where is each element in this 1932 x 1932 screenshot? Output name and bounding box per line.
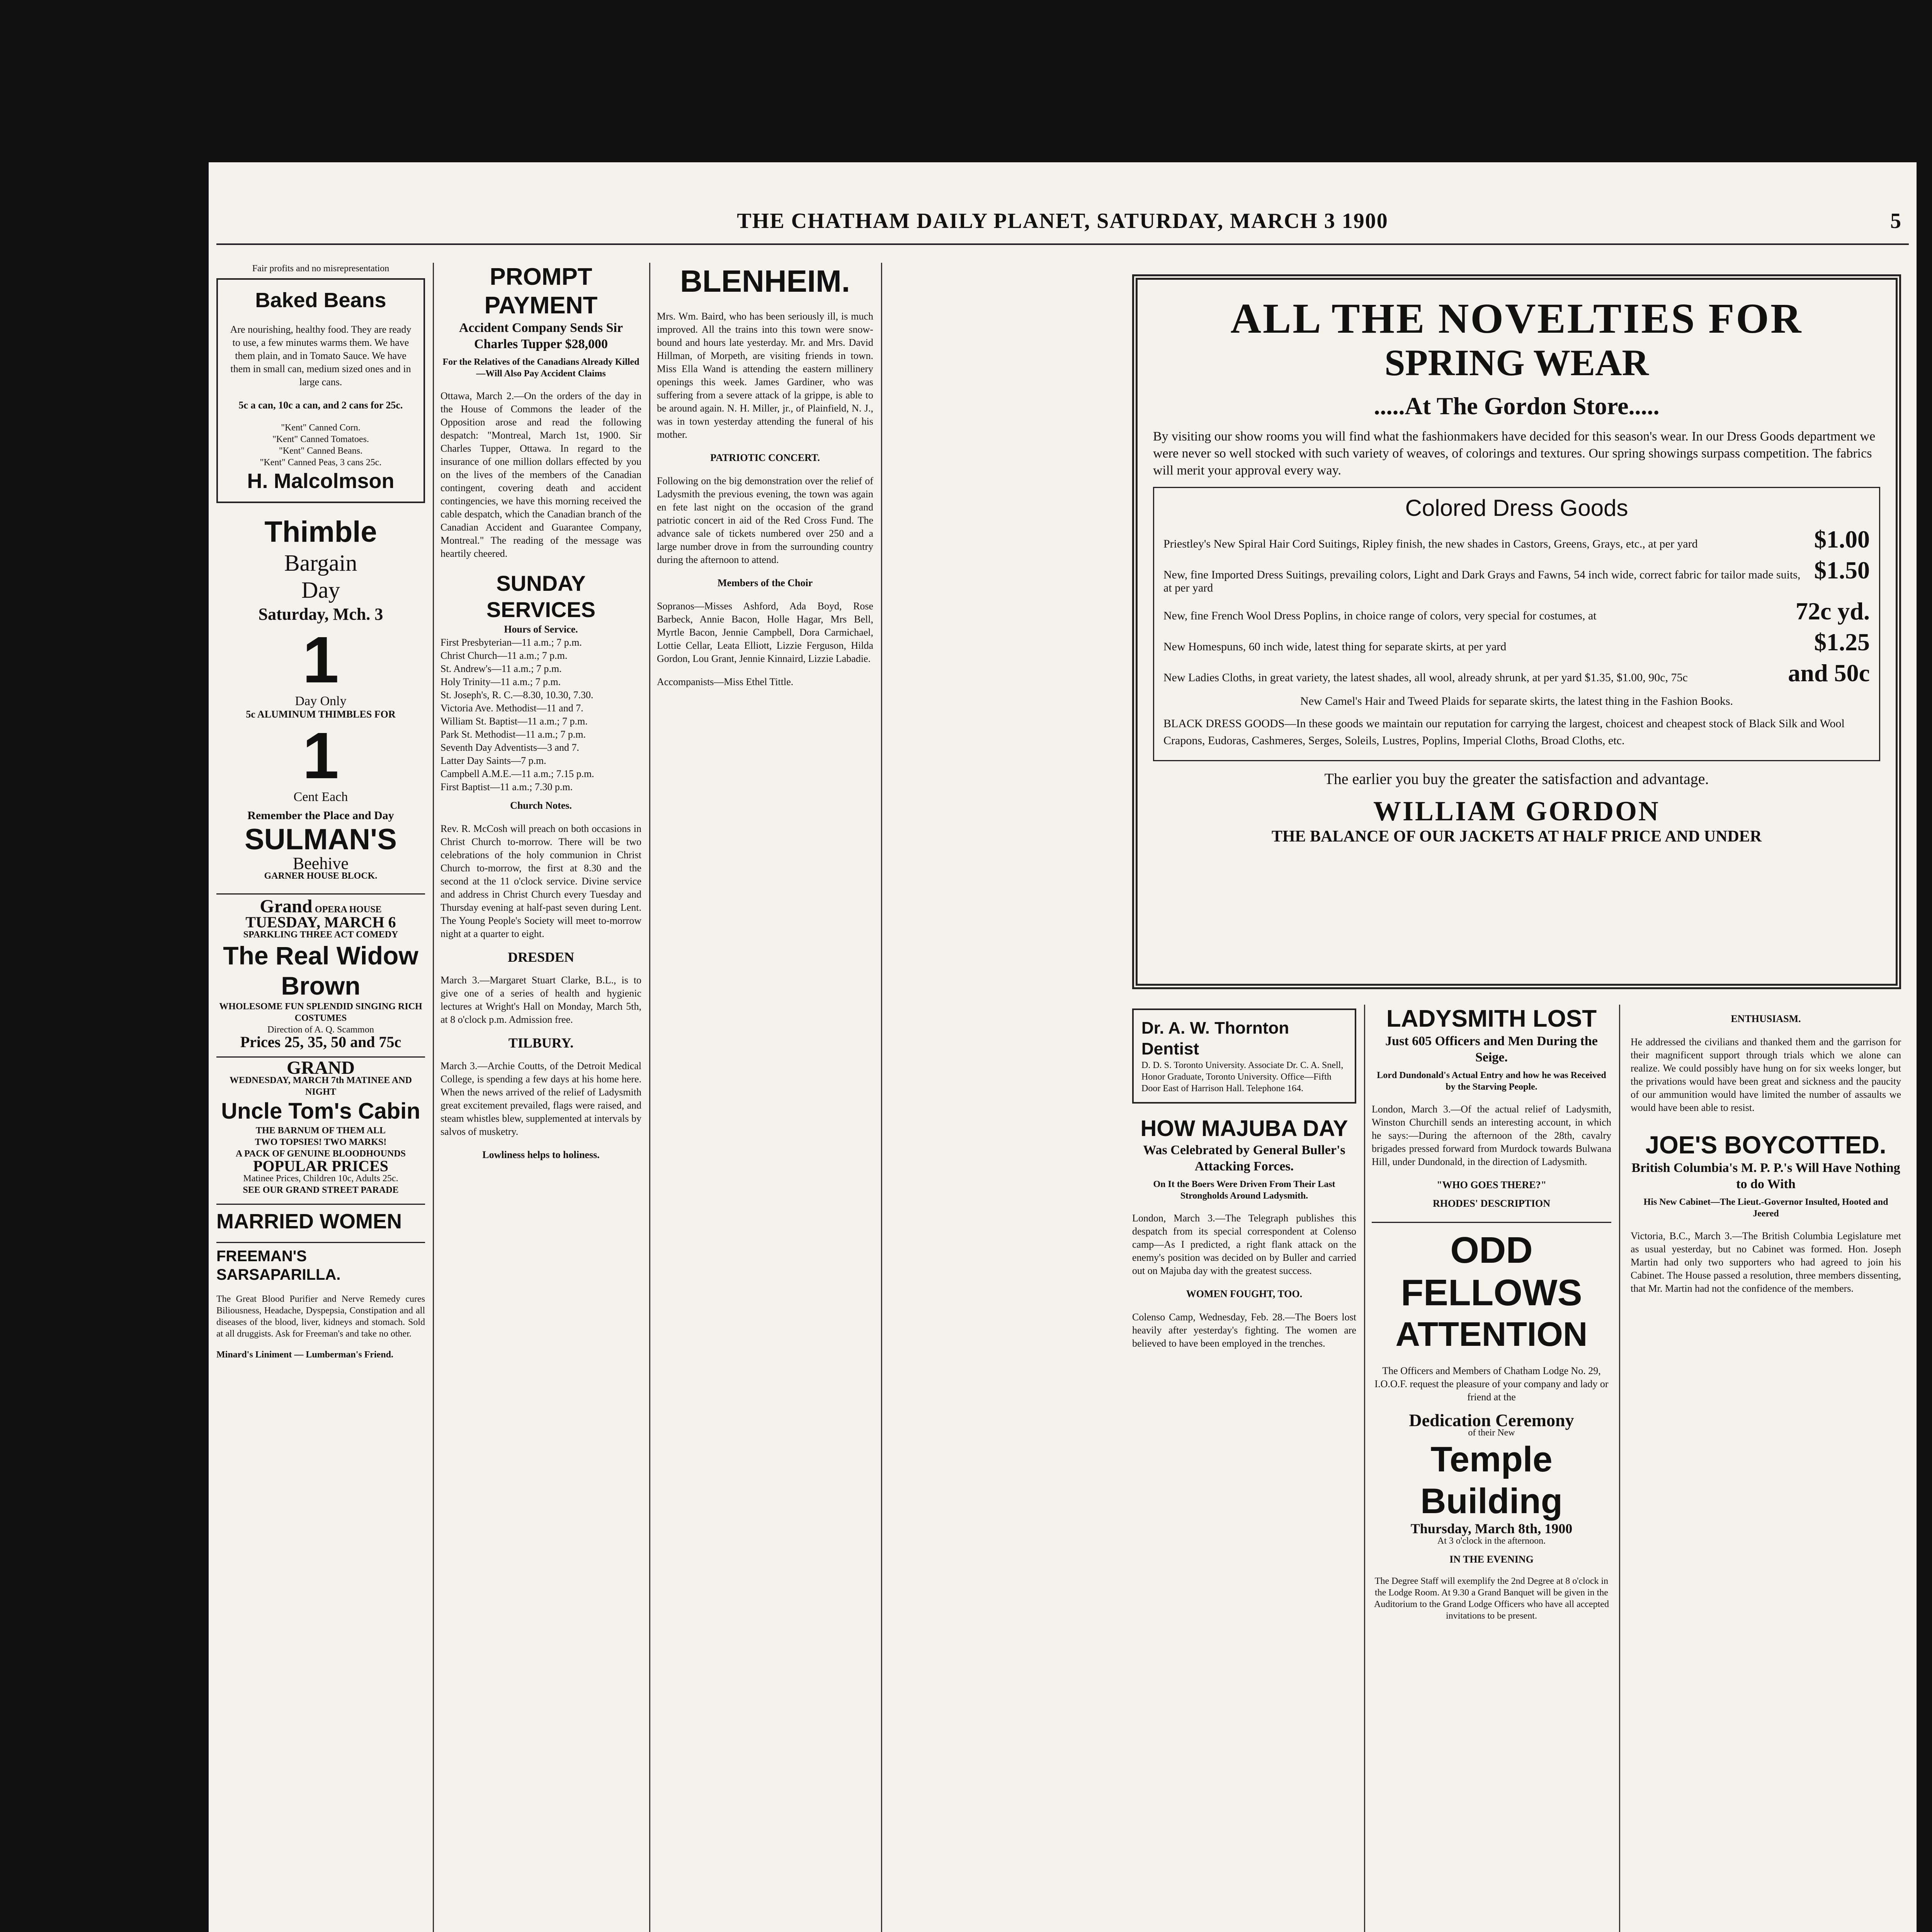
column-divider (881, 263, 882, 1932)
dentist-ad (1132, 1009, 1356, 1104)
evening-body: The Degree Staff will exemplify the 2nd Degree at 8 o'clock in the Lodge Room. At 9.30 a Grand Banquet will be given in the Auditorium to the Grand Lodge Officers who have all accepted invitations to be present. (1374, 1576, 1609, 1621)
column-prompt-payment (440, 263, 641, 1932)
popular-prices-text: POPULAR PRICES (253, 1157, 389, 1175)
price-row-price: $1.00 (1814, 526, 1870, 553)
ad-subtitle: .....At The Gordon Store..... (1374, 392, 1660, 420)
prompt-payment-headline: PROMPT PAYMENT (484, 264, 598, 319)
odd-fellows-body: The Officers and Members of Chatham Lodge No. 29, I.O.O.F. request the pleasure of your company and lady or friend at the (1374, 1365, 1609, 1403)
grand-text: Grand (260, 896, 313, 917)
majuba-subhead: Was Celebrated by General Buller's Attacking Forces. (1143, 1143, 1345, 1173)
patriotic-concert-heading: PATRIOTIC CONCERT. (710, 452, 820, 463)
sparkling-text: SPARKLING THREE ACT COMEDY (243, 930, 398, 940)
grand-text-2: GRAND (287, 1058, 355, 1078)
church-notes-heading: Church Notes. (510, 800, 572, 811)
real-widow-title: The Real Widow Brown (223, 941, 418, 1000)
tuesday-text: TUESDAY, MARCH 6 (245, 913, 396, 931)
prompt-payment-subhead: Accident Company Sends Sir Charles Tupper $28,000 (459, 321, 623, 351)
prompt-payment-body: Ottawa, March 2.—On the orders of the day in the House of Commons the leader of the Opposition arose and read the following despatch: "Montreal, March 1st, 1900. Sir Charles Tupper, Ottawa. In regard to the insurance of one million dollars effected by you on the lives of the members of the Canadian contingent, covering death and accident contingencies, we have this morning received the cable despatch, which the Canadian branch of the Canadian Accident and Guarantee Company, Montreal." The reading of the message was heartily cheered. (440, 390, 641, 559)
thimble-ad (216, 515, 425, 882)
ad-intro: By visiting our show rooms you will find what the fashionmakers have decided for this season's wear. In our Dress Goods department we were never so well stocked with such variety of weaves, of colorings and textures. Our spring showings surpass competition. The fabrics will merit your approval every way. (1153, 429, 1876, 478)
column-ladysmith (1372, 1005, 1611, 1932)
price-row (1163, 628, 1870, 656)
majuba-headline: HOW MAJUBA DAY (1140, 1116, 1348, 1141)
page-number: 5 (1890, 209, 1901, 233)
cent-each-text: Cent Each (293, 790, 348, 804)
price-row-price: 72c yd. (1796, 597, 1870, 625)
freemans-title: FREEMAN'S SARSAPARILLA. (216, 1248, 341, 1283)
canned-item: "Kent" Canned Peas, 3 cans 25c. (260, 457, 382, 468)
dentist-title: Dr. A. W. Thornton Dentist (1141, 1019, 1289, 1058)
service-item: Latter Day Saints—7 p.m. (440, 755, 546, 766)
price-row (1163, 556, 1870, 595)
boycotted-body: Victoria, B.C., March 3.—The British Columbia Legislature met as usual yesterday, but no Cabinet was formed. Hon. Joseph Martin had only two supporters who had agreed to join his Cabinet. The House passed a resolution, three members dissenting, that Mr. Martin had not the confidence of the members. (1631, 1230, 1901, 1294)
price-row (1163, 597, 1870, 626)
price-row-price: $1.25 (1814, 628, 1870, 656)
service-item: Christ Church—11 a.m.; 7 p.m. (440, 650, 568, 661)
patriotic-concert-body: Following on the big demonstration over the relief of Ladysmith the previous evening, the town was again en fete last night on the occasion of the grand patriotic concert in aid of the Red Cross Fund. The advance sale of tickets numbered over 250 and a large number drove in from the surrounding country during the afternoon to attend. (657, 475, 873, 565)
price-row-text: New, fine French Wool Dress Poplins, in choice range of colors, very special for costumes, at (1163, 609, 1597, 622)
married-women-ad (216, 1204, 425, 1234)
accompanists-text: Accompanists—Miss Ethel Tittle. (657, 676, 794, 687)
two-topsies-text: TWO TOPSIES! TWO MARKS! (255, 1137, 387, 1147)
column-ads-left (216, 263, 425, 1932)
price-row-price: $1.50 (1814, 556, 1870, 584)
choir-heading: Members of the Choir (717, 577, 813, 588)
choir-body: Sopranos—Misses Ashford, Ada Boyd, Rose Barbeck, Annie Bacon, Holle Hagar, Mrs Bell, Myrtle Bacon, Jennie Campbell, Dora Carmichael, Lottie Cellar, Leata Elliott, Lizzie Ferguson, Hilda Gordon, Lou Grant, Jennie Kinnaird, Lizzie Labadie. (657, 600, 873, 664)
column-blenheim (657, 263, 873, 1932)
women-fought-heading: WOMEN FOUGHT, TOO. (1186, 1288, 1303, 1299)
price-row-price: and 50c (1788, 659, 1870, 687)
opera-house-text: OPERA HOUSE (315, 905, 382, 915)
signature-william-gordon: WILLIAM GORDON (1373, 796, 1660, 827)
malcolmson-name: H. Malcolmson (247, 469, 395, 493)
masthead-rule (216, 243, 1909, 245)
odd-fellows-ad (1372, 1222, 1611, 1622)
matinee-text: Matinee Prices, Children 10c, Adults 25c. (243, 1173, 398, 1184)
joes-boycotted-headline: JOE'S BOYCOTTED. (1645, 1131, 1886, 1159)
baked-beans-text: Are nourishing, healthy food. They are ready to use, a few minutes warms them. We have them plain, and in Tomato Sauce. We have them in small can, medium sized ones and in large cans. (230, 324, 412, 388)
column-divider (649, 263, 650, 1932)
attention-title: ATTENTION (1395, 1315, 1588, 1353)
service-item: Campbell A.M.E.—11 a.m.; 7.15 p.m. (440, 768, 594, 779)
of-their-new-text: of their New (1468, 1428, 1515, 1438)
service-item: Park St. Methodist—11 a.m.; 7 p.m. (440, 729, 586, 740)
column-divider (1619, 1005, 1620, 1932)
parade-text: SEE OUR GRAND STREET PARADE (243, 1185, 399, 1195)
service-item: First Baptist—11 a.m.; 7.30 p.m. (440, 781, 573, 793)
ladysmith-headline: LADYSMITH LOST (1386, 1005, 1597, 1032)
baked-beans-ad (216, 278, 425, 503)
big-number-one-2: 1 (302, 719, 339, 793)
saturday-text: Saturday, Mch. 3 (258, 605, 383, 624)
prompt-payment-subhead-2: For the Relatives of the Canadians Already Killed—Will Also Pay Accident Claims (442, 357, 639, 379)
blenheim-headline: BLENHEIM. (680, 264, 850, 298)
dresden-body: March 3.—Margaret Stuart Clarke, B.L., is to give one of a series of health and hygienic lectures at Wright's Hall on Monday, March 5th, at 8 o'clock p.m. Admission free. (440, 975, 641, 1025)
garner-text: GARNER HOUSE BLOCK. (264, 871, 378, 881)
boycotted-subhead: British Columbia's M. P. P.'s Will Have Nothing to do With (1631, 1161, 1900, 1191)
camels-hair-text: New Camel's Hair and Tweed Plaids for separate skirts, the latest thing in the Fashion Books. (1300, 695, 1733, 707)
boycotted-subhead-2: His New Cabinet—The Lieut.-Governor Insulted, Hooted and Jeered (1643, 1197, 1888, 1219)
temple-date: Thursday, March 8th, 1900 (1410, 1521, 1573, 1536)
evening-heading: IN THE EVENING (1449, 1554, 1534, 1565)
price-row-text: New, fine Imported Dress Suitings, prevailing colors, Light and Dark Grays and Fawns, 54 inch wide, correct fabric for tailor made suits, at per yard (1163, 568, 1801, 594)
wednesday-text: WEDNESDAY, MARCH 7th MATINEE AND NIGHT (230, 1075, 412, 1097)
odd-title: ODD (1450, 1230, 1533, 1271)
who-goes-heading: "WHO GOES THERE?" (1436, 1179, 1547, 1190)
women-fought-body: Colenso Camp, Wednesday, Feb. 28.—The Boers lost heavily after yesterday's fighting. The women are believed to have been employed in the trenches. (1132, 1311, 1356, 1349)
gordon-store-ad (1132, 274, 1901, 989)
column-divider (1364, 1005, 1365, 1932)
column-majuba (1132, 1005, 1356, 1932)
freemans-text: The Great Blood Purifier and Nerve Remedy cures Biliousness, Headache, Dyspepsia, Constipation and all diseases of the blood, liver, kidneys and stomach. Sold at all druggists. Ask for Freeman's and take no other. (216, 1294, 425, 1339)
ladysmith-body: London, March 3.—Of the actual relief of Ladysmith, Winston Churchill sends an interesting account, in which he says:—During the afternoon of the 28th, cavalry brigades pressed forward from Murdock towards Bulwana Hill, under Dundonald, in the direction of Ladysmith. (1372, 1104, 1611, 1167)
service-item: William St. Baptist—11 a.m.; 7 p.m. (440, 716, 588, 727)
dresden-heading: DRESDEN (507, 949, 575, 965)
ad-title-line-2: SPRING WEAR (1384, 342, 1649, 383)
canned-item: "Kent" Canned Beans. (279, 446, 363, 456)
thimble-title: Thimble (264, 515, 377, 548)
service-item: First Presbyterian—11 a.m.; 7 p.m. (440, 637, 582, 648)
earlier-text: The earlier you buy the greater the satisfaction and advantage. (1324, 770, 1709, 787)
canned-item: "Kent" Canned Tomatoes. (272, 434, 369, 444)
service-item: Victoria Ave. Methodist—11 and 7. (440, 702, 583, 714)
enthusiasm-body: He addressed the civilians and thanked them and the garrison for their magnificent support through trials which we alone can realize. We could possibly have hung on for six weeks longer, but the privations would have been great and sickness and the paucity of our ammunition would have limited the number of assaults we would have been able to resist. (1631, 1036, 1901, 1113)
tilbury-heading: TILBURY. (508, 1035, 574, 1051)
majuba-subhead-2: On It the Boers Were Driven From Their Last Strongholds Around Ladysmith. (1153, 1179, 1335, 1201)
big-number-one: 1 (302, 623, 339, 697)
newspaper-page (209, 162, 1917, 1932)
canned-list (226, 422, 416, 468)
sunday-services-headline: SUNDAY SERVICES (486, 571, 596, 622)
column-divider (433, 263, 434, 1932)
jackets-text: THE BALANCE OF OUR JACKETS AT HALF PRICE AND UNDER (1271, 828, 1762, 845)
service-item: St. Andrew's—11 a.m.; 7 p.m. (440, 663, 562, 674)
beehive-text: Beehive (293, 854, 349, 873)
colored-dress-goods-title: Colored Dress Goods (1405, 495, 1628, 521)
baked-beans-title: Baked Beans (255, 289, 386, 312)
uncle-tom-title: Uncle Tom's Cabin (221, 1099, 420, 1124)
dentist-body: D. D. S. Toronto University. Associate Dr. C. A. Snell, Honor Graduate, Toronto University. Office—Fifth Door East of Harrison Hall. Telephone 164. (1141, 1060, 1344, 1094)
tilbury-body: March 3.—Archie Coutts, of the Detroit Medical College, is spending a few days at his home here. When the news arrived of the relief of Ladysmith great excitement prevailed, flags were raised, and steam whistles blew, supplemented at intervals by salvos of musketry. (440, 1060, 641, 1137)
colored-dress-goods-box (1153, 487, 1880, 761)
hours-of-service: Hours of Service. (504, 624, 578, 635)
services-list (440, 636, 641, 794)
ad-title-line-1: ALL THE NOVELTIES FOR (1230, 295, 1803, 342)
direction-text: Direction of A. Q. Scammon (267, 1025, 374, 1035)
price-row (1163, 659, 1870, 687)
lowliness-text: Lowliness helps to holiness. (482, 1149, 600, 1160)
baked-beans-prices: 5c a can, 10c a can, and 2 cans for 25c. (238, 400, 403, 411)
freemans-ad (216, 1242, 425, 1361)
aluminum-text: 5c ALUMINUM THIMBLES FOR (246, 709, 396, 720)
price-row (1163, 525, 1870, 554)
remember-text: Remember the Place and Day (247, 809, 394, 822)
rhodes-heading: RHODES' DESCRIPTION (1432, 1198, 1551, 1209)
black-goods-text: BLACK DRESS GOODS—In these goods we maintain our reputation for carrying the largest, choicest and cheapest stock of Black Silk and Wool Crapons, Eudoras, Cashmeres, Serges, Soleils, Lustres, Poplins, Imperial Cloths, Broad Cloths, etc. (1163, 717, 1845, 747)
tagline: Fair profits and no misrepresentation (252, 264, 389, 274)
wholesome-text: WHOLESOME FUN SPLENDID SINGING RICH COSTUMES (219, 1002, 422, 1023)
service-item: Seventh Day Adventists—3 and 7. (440, 742, 579, 753)
majuba-body: London, March 3.—The Telegraph publishes this despatch from its special correspondent at Colenso camp—As I predicted, a right flank attack on the enemy's position was decided on by Buller and carried out on Majuba day with the greatest success. (1132, 1213, 1356, 1276)
fellows-title: FELLOWS (1401, 1272, 1582, 1313)
service-item: Holy Trinity—11 a.m.; 7 p.m. (440, 676, 561, 687)
bloodhounds-text: A PACK OF GENUINE BLOODHOUNDS (235, 1149, 406, 1159)
married-women-title: MARRIED WOMEN (216, 1210, 402, 1233)
minard-text: Minard's Liniment — Lumberman's Friend. (216, 1350, 394, 1360)
barnum-text: THE BARNUM OF THEM ALL (255, 1126, 386, 1136)
ladysmith-subhead: Just 605 Officers and Men During the Seige. (1385, 1034, 1598, 1065)
enthusiasm-heading: ENTHUSIASM. (1731, 1013, 1801, 1024)
service-item: St. Joseph's, R. C.—8.30, 10.30, 7.30. (440, 689, 594, 701)
price-row-text: New Ladies Cloths, in great variety, the latest shades, all wool, already shrunk, at per yard $1.35, $1.00, 90c, 75c (1163, 671, 1688, 684)
column-enthusiasm (1631, 1005, 1901, 1932)
day-only-text: Day Only (295, 694, 347, 708)
ladysmith-subhead-2: Lord Dundonald's Actual Entry and how he was Received by the Starving People. (1377, 1070, 1606, 1092)
canned-item: "Kent" Canned Corn. (281, 423, 361, 433)
temple-building-title: Temple Building (1420, 1440, 1563, 1521)
masthead: THE CHATHAM DAILY PLANET, SATURDAY, MARCH 3 1900 (737, 209, 1388, 233)
price-row-text: Priestley's New Spiral Hair Cord Suitings, Ripley finish, the new shades in Castors, Greens, Grays, etc., at per yard (1163, 537, 1698, 550)
day-text: Day (301, 577, 340, 603)
bargain-text: Bargain (284, 550, 357, 576)
dedication-title: Dedication Ceremony (1409, 1410, 1574, 1430)
opera-ad (216, 893, 425, 1049)
sulmans-title: SULMAN'S (245, 823, 397, 856)
temple-time: At 3 o'clock in the afternoon. (1437, 1536, 1546, 1546)
uncle-tom-ad (216, 1056, 425, 1196)
church-notes-body: Rev. R. McCosh will preach on both occasions in Christ Church to-morrow. There will be two celebrations of the holy communion in Christ Church to-morrow, the first at 8.30 and the second at the 11 o'clock service. Divine service and address in Christ Church every Tuesday and Thursday evening at half-past seven during Lent. The Young People's Society will meet to-morrow night at a quarter to eight. (440, 823, 641, 939)
prices-text: Prices 25, 35, 50 and 75c (240, 1033, 401, 1051)
blenheim-body: Mrs. Wm. Baird, who has been seriously ill, is much improved. All the trains into this town were snow-bound and hours late yesterday. Mr. and Mrs. David Hillman, of Morpeth, are visiting friends in town. Miss Ella Wand is attending the eastern millinery openings this week. James Gardiner, who was suffering from a severe attack of la grippe, is able to be around again. N. H. Miller, jr., of Plainfield, N. J., was in town yesterday attending the funeral of his mother. (657, 311, 873, 440)
price-row-text: New Homespuns, 60 inch wide, latest thing for separate skirts, at per yard (1163, 640, 1507, 653)
